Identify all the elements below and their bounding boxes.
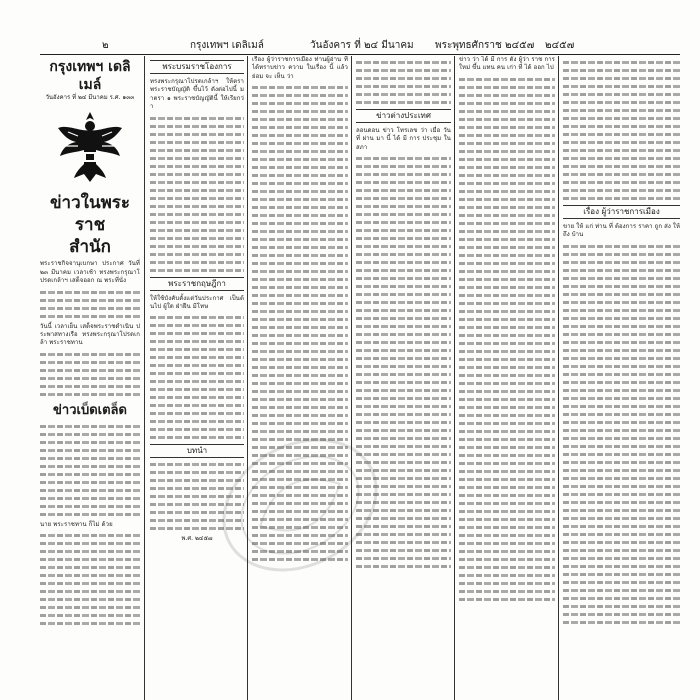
misc-news-body xyxy=(40,425,140,625)
header-paper-name: กรุงเทพฯ เดลิเมล์ xyxy=(190,39,264,51)
article-paragraph: เรื่อง ผู้ว่าราชการเมือง ท่านผู้อ่าน ที่ได้ทราบข่าว ความ ในเรื่อง นี้ แล้ว ย่อม จะ เห็น ว่า xyxy=(252,56,348,80)
masthead-title: กรุงเทพฯ เดลิเมล์ xyxy=(49,59,131,93)
column-6-intro xyxy=(563,61,680,200)
court-news-paragraph: วันนี้ เวลาเย็น เสด็จพระราชดำเนิน ประพาสทางเรือ ทรงพระกรุณาโปรดเกล้า พระราชทาน xyxy=(40,322,140,347)
column-divider xyxy=(454,56,455,700)
header-ce-year: ๒๔๕๗ xyxy=(545,39,575,51)
misc-news-paragraph: นาย พระราชทาน ก็ไม่ ด้วย xyxy=(40,520,113,528)
column-6 xyxy=(563,56,680,700)
header-year: พระพุทธศักราช ๒๔๕๗ xyxy=(435,39,535,51)
court-news-heading-line1: ข่าวในพระราช xyxy=(49,193,131,236)
court-news-paragraph: พระราชกิจจานุเบกษา ประกาศ วันที่ ๒๓ มีนาคม เวลาเช้า ทรงพระกรุณาโปรดเกล้าฯ เสด็จออก ณ พระที่นั่ง xyxy=(40,260,140,285)
column-4 xyxy=(356,56,451,700)
column-divider xyxy=(558,56,559,700)
royal-command-title: พระบรมราชโองการ xyxy=(150,60,244,74)
column-6-body xyxy=(563,245,680,624)
royal-command-body xyxy=(150,117,244,272)
page-number: ๒ xyxy=(102,39,109,51)
column-divider xyxy=(144,56,145,700)
column-2 xyxy=(150,56,244,700)
header-date: วันอังคาร ที่ ๒๔ มีนาคม xyxy=(310,39,414,51)
misc-news-heading: ข่าวเบ็ดเตล็ด xyxy=(53,402,127,418)
decree-body xyxy=(150,316,244,439)
court-news-body xyxy=(40,260,140,395)
court-news-heading xyxy=(40,192,140,258)
column-5 xyxy=(459,56,555,700)
foreign-news-paragraph: ลอนดอน ข่าว โทรเลข ว่า เมื่อ วัน ที่ ผ่าน มา นี้ ได้ มี การ ประชุม ใน สภา xyxy=(356,127,451,151)
decree-title: พระราชกฤษฎีกา xyxy=(150,277,244,291)
column-6-paragraph: ขาย ให้ แก่ ท่าน ที่ ต้องการ ราคา ถูก ส่ง ให้ ถึง บ้าน xyxy=(563,223,680,239)
royal-command-paragraph: ทรงพระกรุณาโปรดเกล้าฯ ให้ตรา พระราชบัญญัติ ขึ้นไว้ ดังต่อไปนี้ มาตรา ๑ พระราชบัญญัตินี้ ให้เรียกว่า xyxy=(150,78,244,111)
royal-garuda-crest-icon xyxy=(54,106,126,188)
column-5-paragraph: ข่าว ว่า ได้ มี การ ตั้ง ผู้ว่า ราช การ ใหม่ ขึ้น แทน คน เก่า ที่ ได้ ออก ไป xyxy=(459,56,555,72)
signoff-date: พ.ศ. ๒๔๕๗ xyxy=(181,535,213,543)
column-divider xyxy=(247,56,248,700)
masthead-dateline: วันอังคาร ที่ ๒๔ มีนาคม ร.ศ. ๑๓๓ xyxy=(45,94,135,101)
foreign-news-title: ข่าวต่างประเทศ xyxy=(356,109,451,123)
foreign-news-intro xyxy=(356,61,451,104)
court-news-heading-line2: สำนัก xyxy=(69,237,111,258)
governor-article-title: เรื่อง ผู้ว่าราชการเมือง xyxy=(563,205,680,219)
column-divider xyxy=(351,56,352,700)
running-header xyxy=(40,38,680,52)
column-1 xyxy=(40,56,140,700)
header-rule xyxy=(40,54,680,55)
decree-paragraph: ให้ใช้บังคับตั้งแต่วันประกาศ เป็นต้นไป ผู้ใด ฝ่าฝืน มีโทษ xyxy=(150,294,244,311)
editorial-title: บทนำ xyxy=(150,444,244,458)
column-5-body xyxy=(459,78,555,601)
